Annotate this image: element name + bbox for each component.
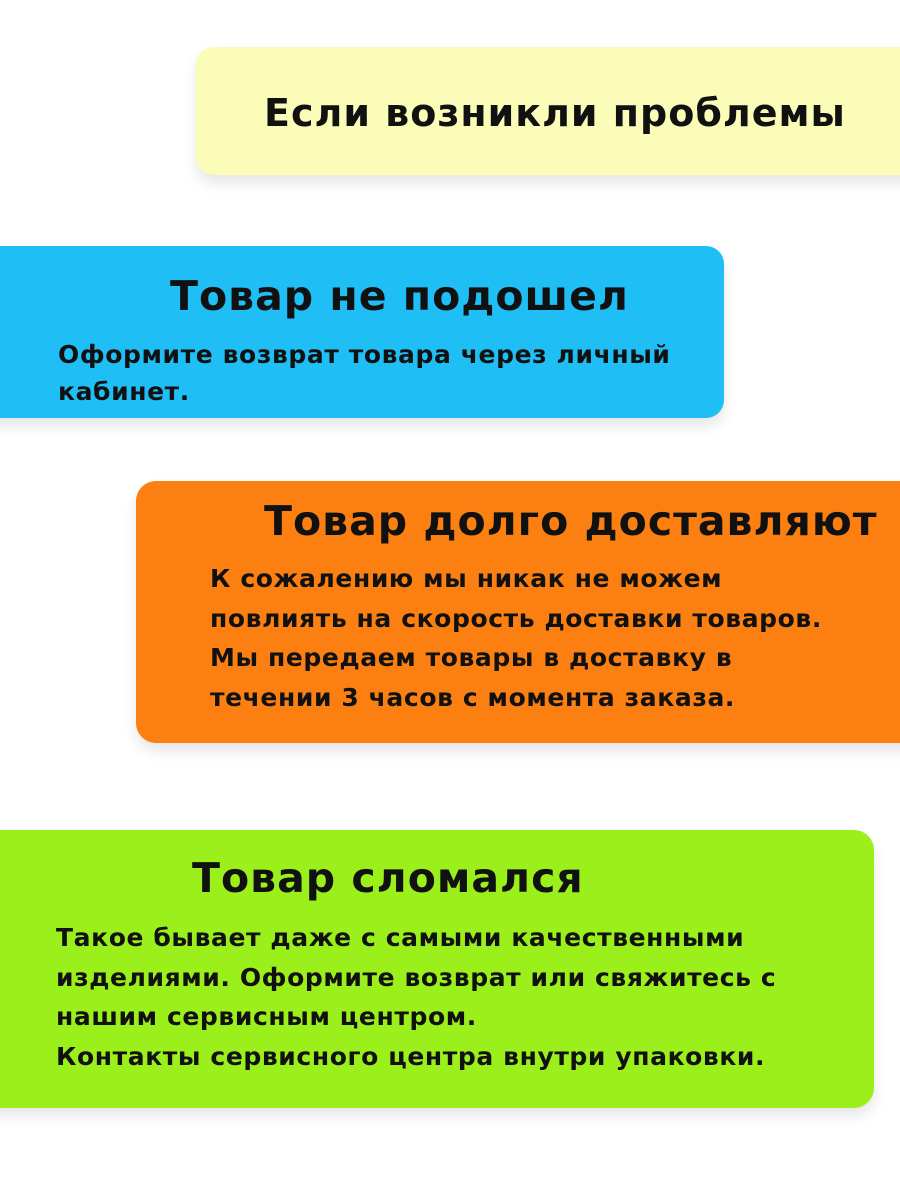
header-banner — [196, 47, 900, 175]
info-card-slow-delivery — [136, 481, 900, 743]
card-text: К сожалению мы никак не можем повлиять на скорость доставки товаров. Мы передаем товары в доставку в течении 3 часов с момента заказа. — [210, 564, 822, 712]
card-text: Оформите возврат товара через личный кабинет. — [58, 340, 671, 406]
page-title: Если возникли проблемы — [264, 91, 846, 135]
card-title: Товар долго доставляют — [264, 497, 878, 545]
info-card-broken — [0, 830, 874, 1108]
info-card-not-suitable — [0, 246, 724, 418]
card-text: Такое бывает даже с самыми качественными изделиями. Оформите возврат или свяжитесь с нашим сервисным центром. Контакты сервисного центра внутри упаковки. — [56, 923, 777, 1071]
card-title: Товар сломался — [192, 854, 584, 902]
card-title: Товар не подошел — [170, 272, 629, 320]
